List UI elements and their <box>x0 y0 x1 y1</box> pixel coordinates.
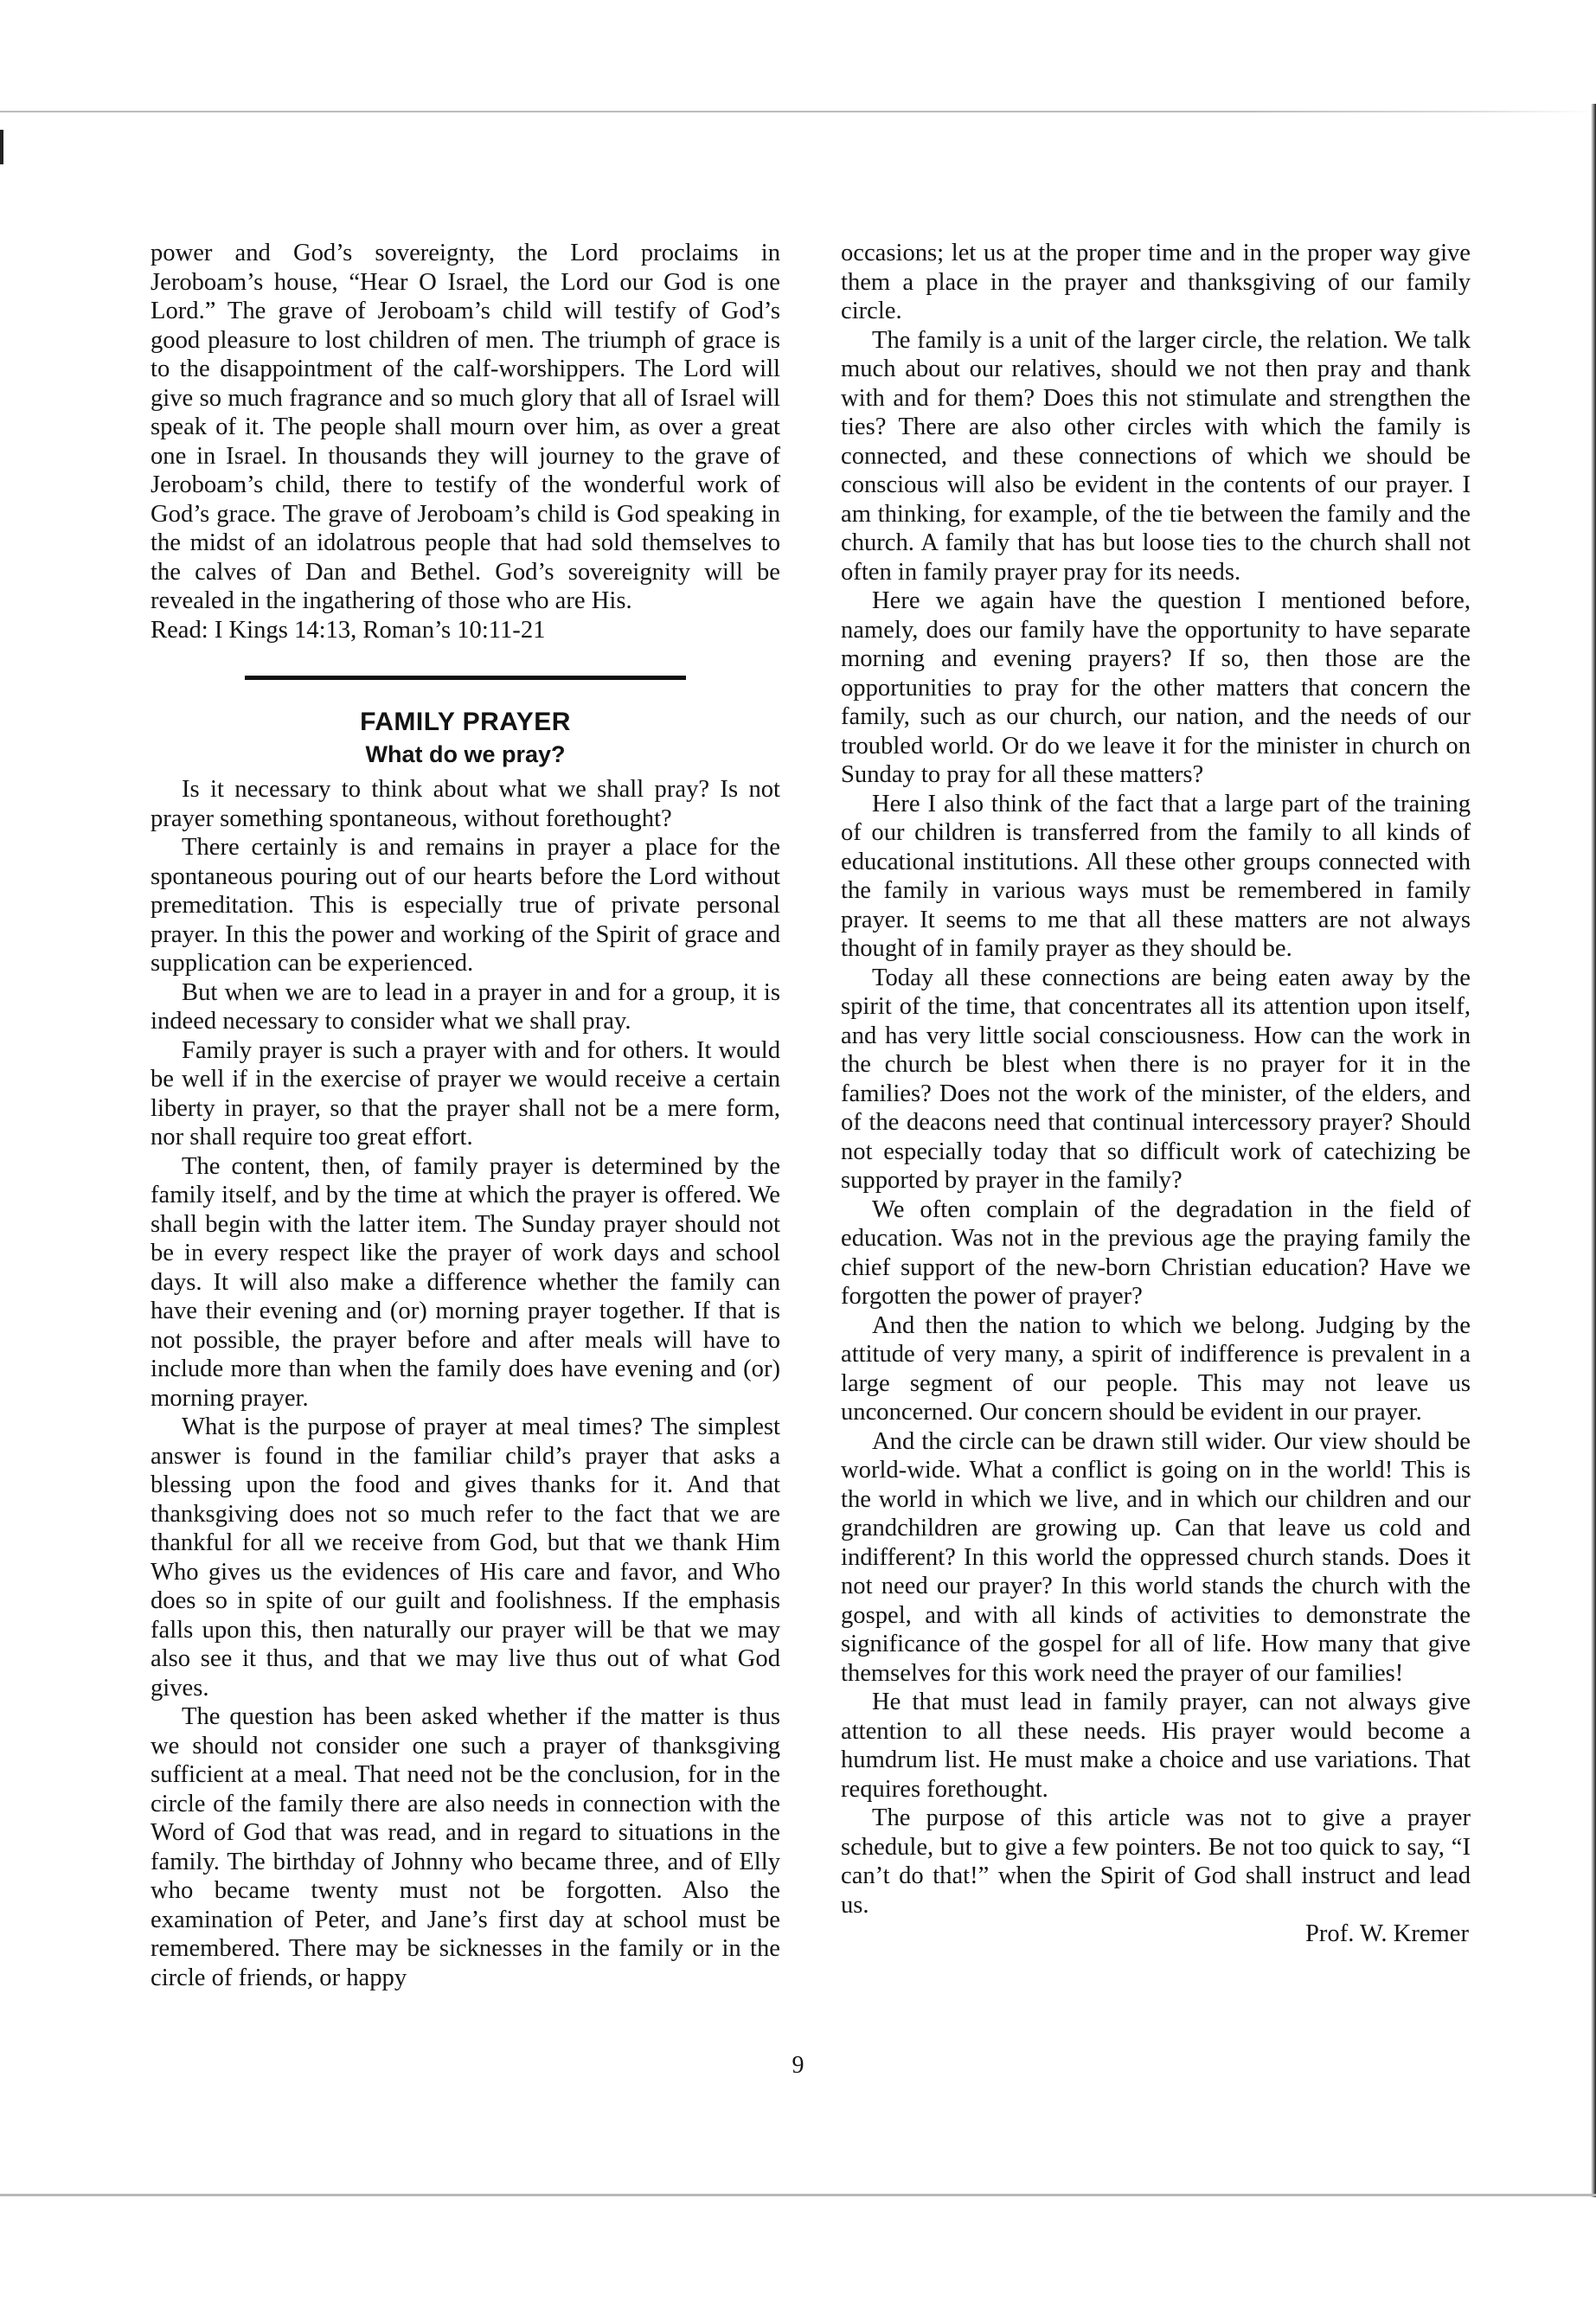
body-paragraph: We often complain of the degradation in the field of education. Was not in the previous age the praying family the chief support of the new-born Christian education? Have we forgotten the power of prayer? <box>841 1195 1471 1310</box>
body-paragraph: And the circle can be drawn still wider. Our view should be world-wide. What a conflict is going on in the world! This is the world in which we live, and in which our children and our grandchildren are growing up. Can that leave us cold and indifferent? In this world the oppressed church stands. Does it not need our prayer? In this world stands the church with the gospel, and with all kinds of activities to demonstrate the significance of the gospel for all of life. How many that give themselves for this work need the prayer of our families! <box>841 1427 1471 1687</box>
body-paragraph: But when we are to lead in a prayer in and for a group, it is indeed necessary to consider what we shall pray. <box>151 978 780 1035</box>
author-signature: Prof. W. Kremer <box>1304 1920 1469 1947</box>
intro-paragraph: power and God’s sovereignty, the Lord proclaims in Jeroboam’s house, “Hear O Israel, the Lord our God is one Lord.” The grave of Jeroboam’s child will testify of God’s good pleasure to lost children of men. The triumph of grace is to the disappointment of the calf-worshippers. The Lord will give so much fragrance and so much glory that all of Israel will speak of it. The people shall mourn over him, as over a great one in Israel. In thousands they will journey to the grave of Jeroboam’s child, there to testify of the wonderful work of God’s grace. The grave of Jeroboam’s child is God speaking in the midst of an idolatrous people that had sold themselves to the calves of Dan and Bethel. God’s sovereignity will be revealed in the ingathering of those who are His. <box>151 240 780 614</box>
body-paragraph: The purpose of this article was not to give a prayer schedule, but to give a few pointers. Be not too quick to say, “I can’t do that!” when the Spirit of God shall instruct and lead us. <box>841 1804 1471 1919</box>
left-column <box>151 239 780 1992</box>
right-column <box>841 239 1471 1949</box>
reading-reference: Read: I Kings 14:13, Roman’s 10:11-21 <box>151 616 546 644</box>
page-number: 9 <box>792 2052 804 2079</box>
body-paragraph: Is it necessary to think about what we shall pray? Is not prayer something spontaneous, without forethought? <box>151 776 780 832</box>
article-subtitle: What do we pray? <box>365 741 566 767</box>
body-paragraph: The content, then, of family prayer is determined by the family itself, and by the time at which the prayer is offered. We shall begin with the latter item. The Sunday prayer should not be in every respect like the prayer of work days and school days. It will also make a difference whether the family can have their evening and (or) morning prayer together. If that is not possible, the prayer before and after meals will have to include more than when the family does have evening and (or) morning prayer. <box>151 1152 780 1412</box>
body-paragraph: Here I also think of the fact that a large part of the training of our children is transferred from the family to all kinds of educational institutions. All these other groups connected with the family in various ways must be remembered in family prayer. It seems to me that all these matters are not always thought of in family prayer as they should be. <box>841 790 1471 962</box>
scan-edge-left <box>0 130 3 164</box>
body-paragraph: And then the nation to which we belong. Judging by the attitude of very many, a spirit of indifference is prevalent in a large segment of our people. This may not leave us unconcerned. Our concern should be evident in our prayer. <box>841 1311 1471 1426</box>
body-paragraph: Family prayer is such a prayer with and for others. It would be well if in the exercise of prayer we would receive a certain liberty in prayer, so that the prayer shall not be a mere form, nor shall require too great effort. <box>151 1036 780 1150</box>
section-divider <box>245 676 686 680</box>
body-paragraph: Here we again have the question I mentioned before, namely, does our family have the opportunity to have separate morning and evening prayers? If so, then those are the opportunities to pray for the other matters that concern the family, such as our church, our nation, and the needs of our troubled world. Or do we leave it for the minister in church on Sunday to pray for all these matters? <box>841 587 1471 788</box>
body-paragraph: Today all these connections are being eaten away by the spirit of the time, that concentrates all its attention upon itself, and has very little social consciousness. How can the work in the church be blest when there is no prayer for it in the families? Does not the work of the minister, of the elders, and of the deacons need that continual intercessory prayer? Should not especially today that so difficult work of catechizing be supported by prayer in the family? <box>841 964 1471 1194</box>
body-paragraph: The question has been asked whether if the matter is thus we should not consider one such a prayer of thanksgiving sufficient at a meal. That need not be the conclusion, for in the circle of the family there are also needs in connection with the Word of God that was read, and in regard to situations in the family. The birthday of Johnny who became three, and of Elly who became twenty must not be forgotten. Also the examination of Peter, and Jane’s first day at school must be remembered. There may be sicknesses in the family or in the circle of friends, or happy <box>151 1703 780 1991</box>
scan-edge-bottom <box>0 2194 1596 2196</box>
scan-edge-top <box>0 111 1596 112</box>
scan-edge-right <box>1591 104 1596 2197</box>
body-paragraph: occasions; let us at the proper time and in the proper way give them a place in the prayer and thanksgiving of our family circle. <box>841 240 1471 324</box>
body-paragraph: What is the purpose of prayer at meal times? The simplest answer is found in the familiar child’s prayer that asks a blessing upon the food and gives thanks for it. And that thanksgiving does not so much refer to the fact that we are thankful for all we receive from God, but that we thank Him Who gives us the evidences of His care and favor, and Who does so in spite of our guilt and foolishness. If the emphasis falls upon this, then naturally our prayer will be that we may also see it thus, and that we may live thus out of what God gives. <box>151 1413 780 1702</box>
body-paragraph: He that must lead in family prayer, can not always give attention to all these needs. His prayer would become a humdrum list. He must make a choice and use variations. That requires forethought. <box>841 1689 1471 1803</box>
body-paragraph: The family is a unit of the larger circle, the relation. We talk much about our relatives, should we not then pray and thank with and for them? Does this not stimulate and strengthen the ties? There are also other circles with which the family is connected, and these connections of which we should be conscious will also be evident in the contents of our prayer. I am thinking, for example, of the tie between the family and the church. A family that has but loose ties to the church shall not often in family prayer pray for its needs. <box>841 326 1471 586</box>
body-paragraph: There certainly is and remains in prayer a place for the spontaneous pouring out of our hearts before the Lord without premeditation. This is especially true of private personal prayer. In this the power and working of the Spirit of grace and supplication can be experienced. <box>151 834 780 977</box>
article-title: FAMILY PRAYER <box>360 708 571 736</box>
